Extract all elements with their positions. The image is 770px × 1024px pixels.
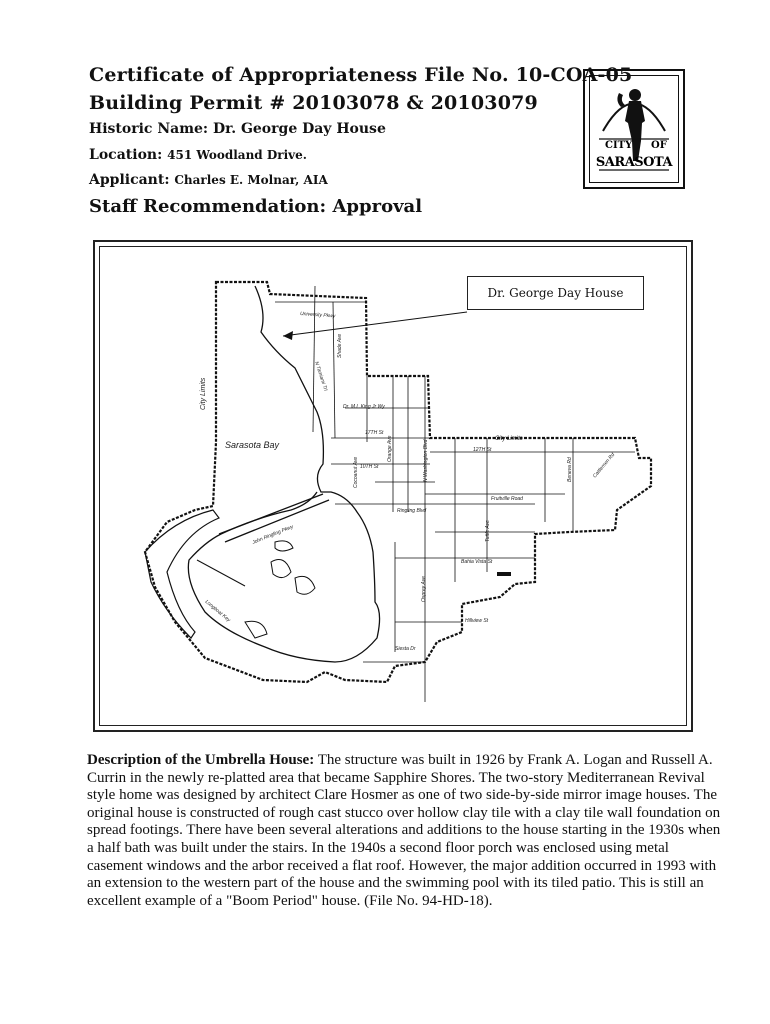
staff-recommendation xyxy=(89,196,422,217)
applicant-row xyxy=(89,172,328,188)
applicant-label: Applicant: xyxy=(89,172,170,188)
fruitville-road-label: Fruitville Road xyxy=(491,496,523,502)
recommendation-value: Approval xyxy=(332,196,423,217)
description-paragraph xyxy=(87,752,723,910)
description-body: The structure was built in 1926 by Frank A. Logan and Russell A. Currin in the newly re-platted area that became Sapphire Shores. The two-story Mediterranean Revival style home was designed by architect Clare Hosmer as one of two side-by-side mirror image houses. The original house is constructed of rough cast stucco over hollow clay tile with a clay tile wall foundation on spread footings. There have been several alterations and additions to the house starting in the 1930s when a half bath was built under the stairs. In the 1940s a second floor porch was enclosed using metal casement windows and the arbor received a flat roof. However, the major addition occurred in 1993 with an extension to the western part of the house and the swimming pool with its tiled patio. This is still an excellent example of a "Boom Period" house. (File No. 94-HD-18). xyxy=(87,752,721,909)
cocoanut-ave-label: Cocoanut Ave xyxy=(353,456,359,488)
longboat-key-label: Longboat Key xyxy=(203,598,232,624)
building-permit-title: Building Permit # 20103078 & 20103079 xyxy=(89,92,538,114)
hillview-st-label: Hillview St xyxy=(465,618,489,624)
location-label: Location: xyxy=(89,147,163,163)
12th-st-label: 12TH St xyxy=(473,447,492,453)
location-map xyxy=(93,240,693,732)
city-limits-left-label: City Limits xyxy=(200,377,207,410)
beneva-rd-label: Beneva Rd xyxy=(567,457,573,482)
shade-ave-label: Shade Ave xyxy=(337,333,343,358)
ringling-blvd-label: Ringling Blvd xyxy=(397,508,427,514)
location-value: 451 Woodland Drive. xyxy=(167,148,307,162)
cattlemen-rd-label: Cattlemen Rd xyxy=(591,452,617,480)
city-of-sarasota-logo xyxy=(583,69,685,189)
osprey-ave-label: Osprey Ave xyxy=(421,576,427,602)
applicant-value: Charles E. Molnar, AIA xyxy=(174,173,328,187)
file-number-title: Certificate of Appropriateness File No. 10-COA-05 xyxy=(89,64,633,86)
tuttle-ave-label: Tuttle Ave xyxy=(485,520,491,542)
mlk-way-label: Dr. M.L.King Jr Wy xyxy=(343,404,385,410)
siesta-dr-label: Siesta Dr xyxy=(395,646,416,652)
historic-name-label: Historic Name: xyxy=(89,121,209,137)
tamiami-trail-label: N Tamiami Trl xyxy=(313,360,329,392)
orange-ave-label: Orange Ave xyxy=(387,435,393,462)
john-ringling-pkwy-label: John Ringling Pkwy xyxy=(251,523,295,546)
historic-name-row xyxy=(89,121,386,137)
sarasota-city-map xyxy=(95,242,691,730)
sarasota-bay-label: Sarasota Bay xyxy=(225,440,280,450)
historic-name-value: Dr. George Day House xyxy=(212,121,386,137)
17th-st-label: 17TH St xyxy=(365,430,384,436)
dr-george-day-house-callout: Dr. George Day House xyxy=(467,276,644,310)
university-pkwy-label: University Pkwy xyxy=(299,311,336,320)
logo-sarasota-text: SARASOTA xyxy=(595,155,673,170)
description-heading: Description of the Umbrella House: xyxy=(87,752,315,768)
recommendation-label: Staff Recommendation: xyxy=(89,196,327,217)
location-row xyxy=(89,147,307,163)
logo-of-text: OF xyxy=(651,140,667,151)
barrier-island xyxy=(145,510,219,638)
city-limits-right-label: City Limits xyxy=(495,436,523,442)
10th-st-label: 10TH St xyxy=(360,464,379,470)
logo-city-text: CITY xyxy=(605,140,633,151)
bahia-vista-label: Bahia Vista St xyxy=(461,559,493,565)
washington-blvd-label: N Washington Blvd xyxy=(423,439,429,482)
